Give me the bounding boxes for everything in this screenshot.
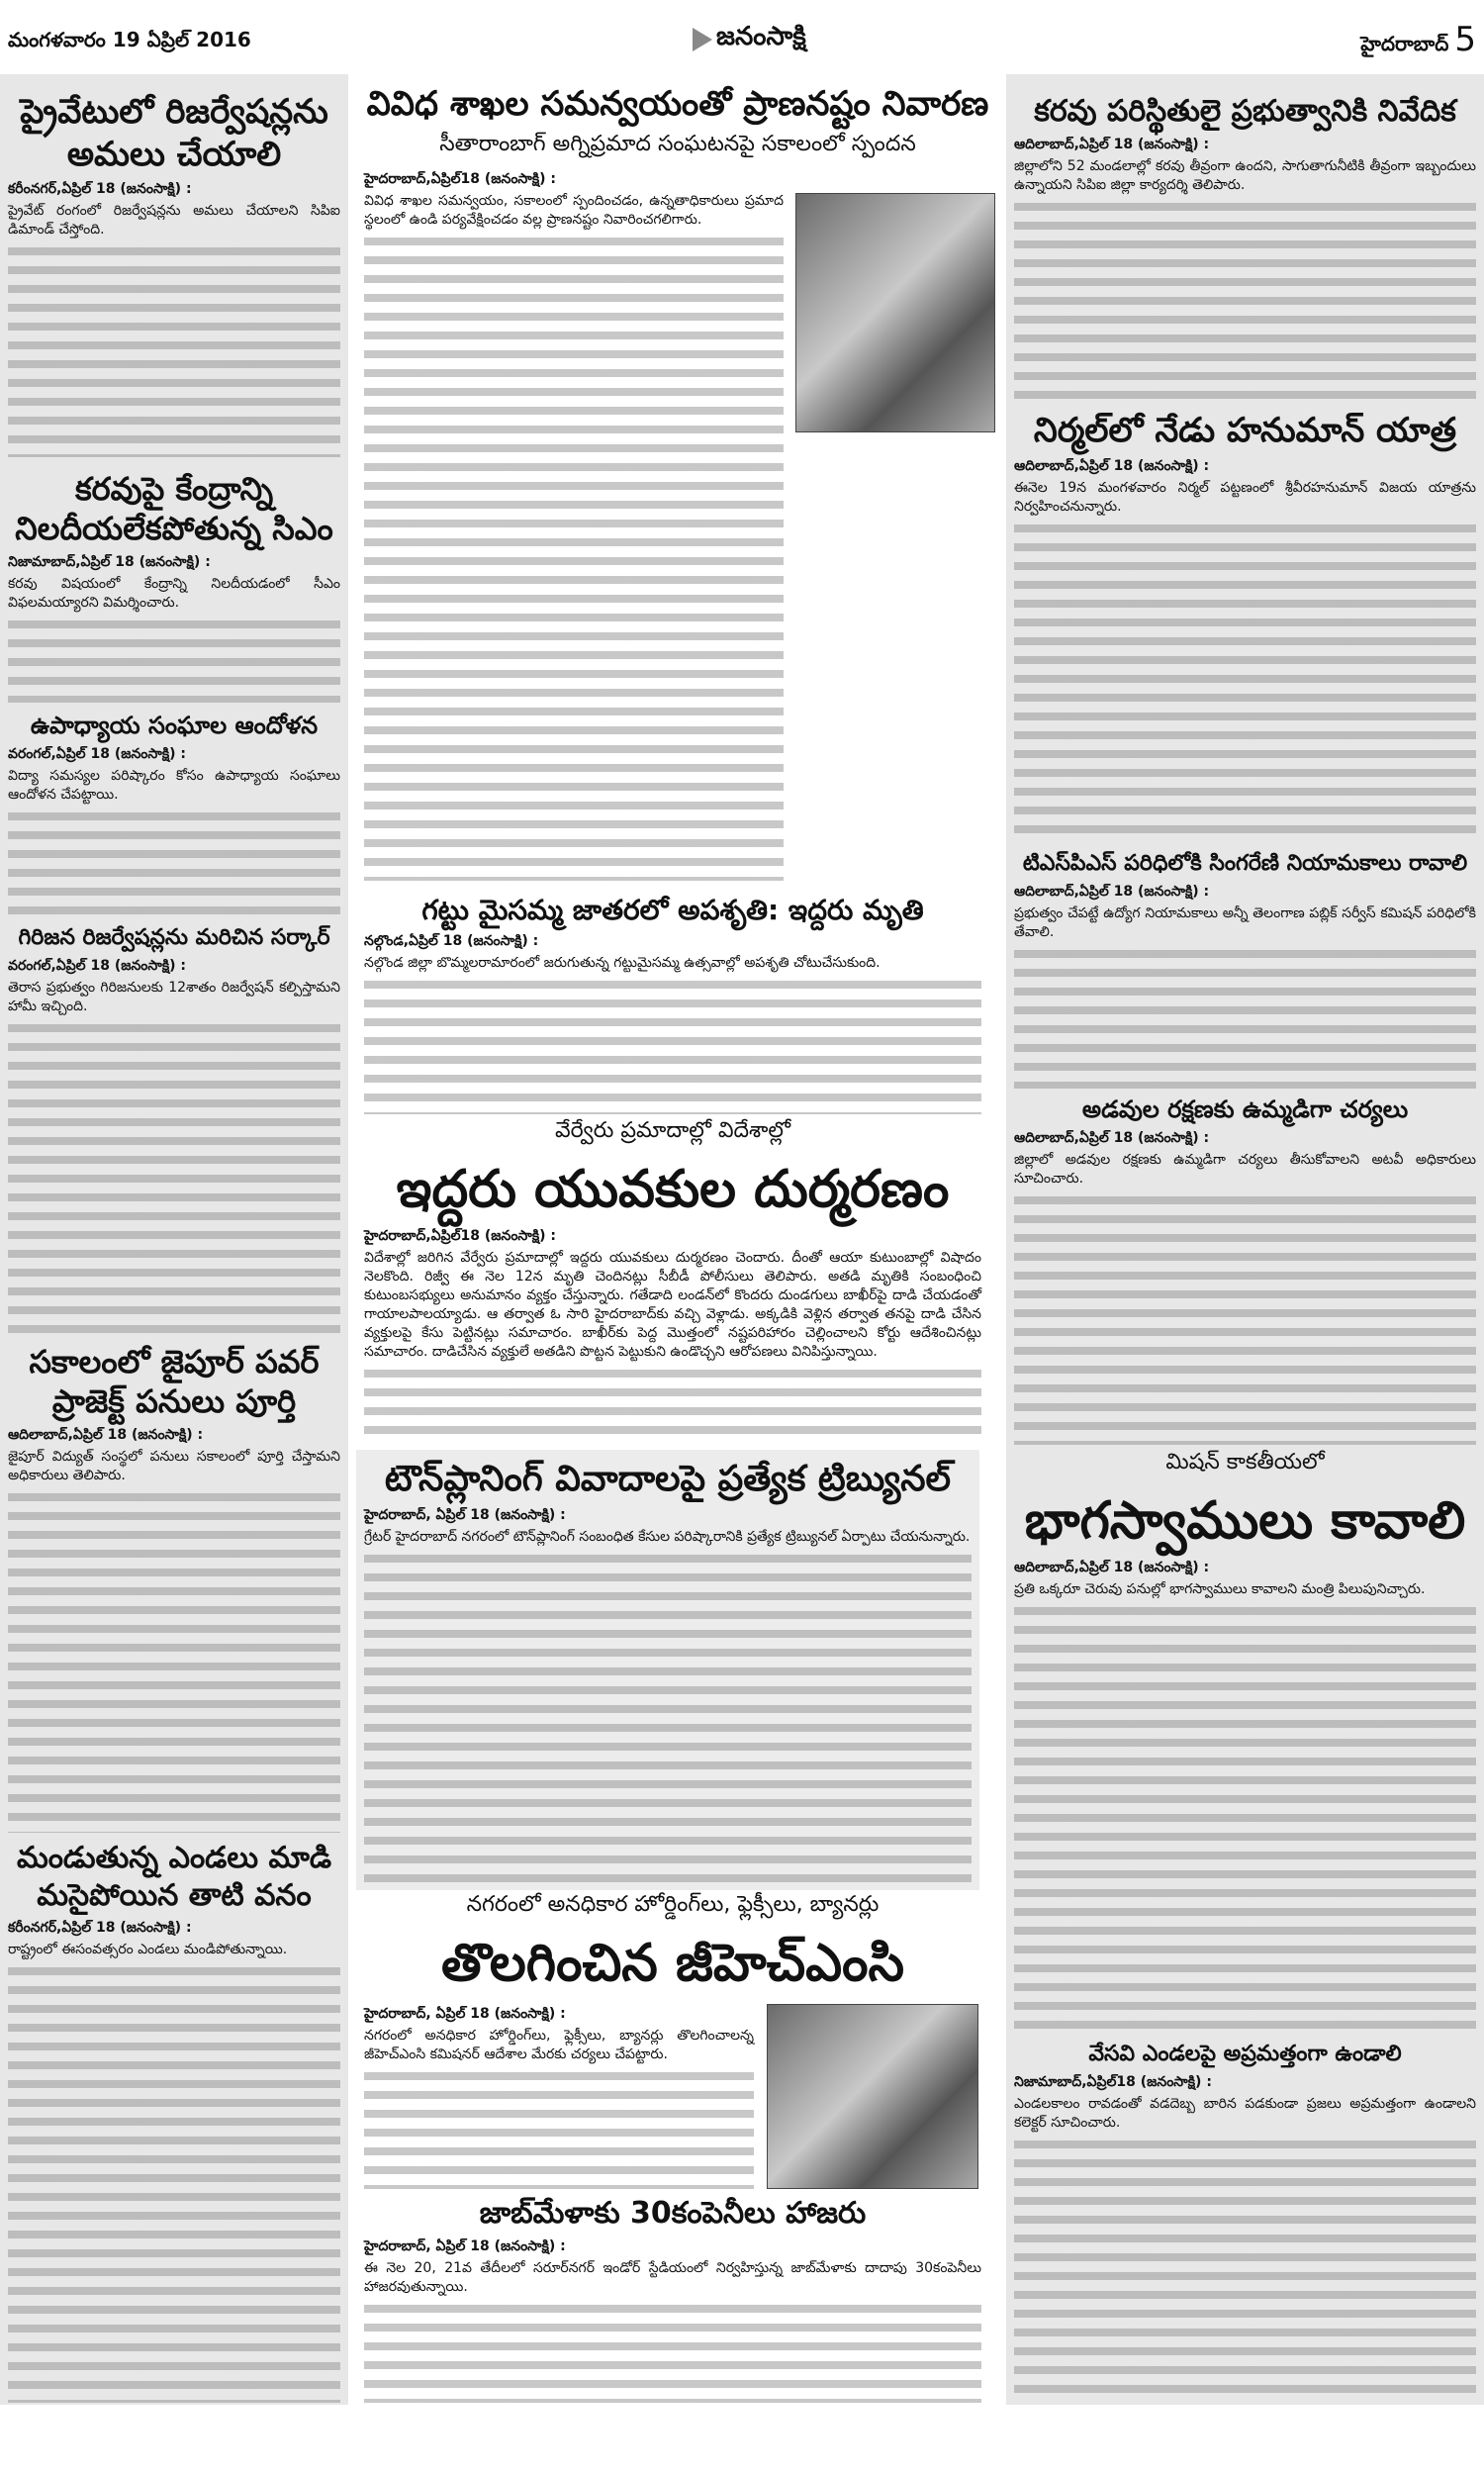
article-body: వివిధ శాఖల సమన్వయం, సకాలంలో స్పందించడం, ఉన్నతాధికారులు ప్రమాద స్థలంలో ఉండి పర్యవేక్షించడం వల్ల ప్రాణనష్టం నివారించగలిగారు. [364,193,784,228]
headline: తొలగించిన జీహెచ్ఎంసి [440,1934,904,1993]
headline: గట్టు మైసమ్మ జాతరలో అపశృతి: ఇద్దరు మృతి [421,894,924,926]
article-body: గ్రేటర్ హైదరాబాద్ నగరంలో టౌన్‌ప్లానింగ్ సంబంధిత కేసుల పరిష్కారానికి ప్రత్యేక ట్రిబ్యునల్ ఏర్పాటు చేయనున్నారు. [364,1529,971,1545]
fire-accident-photo [795,193,995,432]
article-body-continued [1014,519,1476,842]
article-body-continued [364,2299,981,2404]
article-r3 [1006,846,1484,1089]
article-c4 [356,1453,979,1888]
article-l1 [0,87,348,457]
headline: ఉపాధ్యాయ సంఘాల ఆందోళన [30,712,319,739]
article-body: రాష్ట్రంలో ఈసంవత్సరం ఎండలు మండిపోతున్నాయి. [8,1942,288,1957]
dateline: హైదరాబాద్,ఏప్రిల్18 (జనంసాక్షి) : [364,1228,557,1244]
edition-info [1360,20,1476,60]
article-body: ప్రభుత్వం చేపట్టే ఉద్యోగ నియామకాలు అన్నీ తెలంగాణ పబ్లిక్ సర్వీస్ కమిషన్ పరిధిలోకి తేవాలి. [1014,904,1476,940]
headline: ఇద్దరు యువకుల దుర్మరణం [396,1160,950,1219]
article-header-c5 [356,1892,989,2002]
headline: టిఎస్‌పిఎస్ పరిధిలోకి సింగరేణి నియామకాలు రావాలి [1022,851,1468,876]
paper-logo [693,22,806,57]
article-body: ప్రైవేట్ రంగంలో రిజర్వేషన్లను అమలు చేయాలని సిపిఐ డిమాండ్ చేస్తోంది. [8,203,340,238]
article-body-continued [1014,1601,1476,2034]
article-body-continued [8,1487,340,1833]
article-body: నల్గొండ జిల్లా బొమ్మలరామారంలో జరుగుతున్న గట్టుమైసమ్మ ఉత్సవాల్లో అపశృతి చోటుచేసుకుంది. [364,955,881,971]
article-l2 [0,465,348,703]
dateline: వరంగల్,ఏప్రిల్ 18 (జనంసాక్షి) : [8,957,186,974]
article-l6 [0,1836,348,2403]
headline: మండుతున్న ఎండలు మాడి మసైపోయిన తాటి వనం [16,1841,332,1913]
headline: వేసవి ఎండలపై అప్రమత్తంగా ఉండాలి [1088,2042,1402,2066]
subheadline: మిషన్ కాకతీయలో [1165,1450,1325,1475]
dateline: ఆదిలాబాద్,ఏప్రిల్ 18 (జనంసాక్షి) : [1014,457,1210,474]
subheadline: వేర్వేరు ప్రమాదాల్లో విదేశాల్లో [554,1118,791,1143]
article-r2 [1006,406,1484,841]
article-l5 [0,1338,348,1833]
article-body-continued [364,1364,981,1445]
article-r1 [1006,89,1484,402]
article-c3 [356,1118,989,1445]
masthead [0,20,1484,59]
page-number: 5 [1454,20,1476,59]
article-body-continued [364,1549,972,1888]
dateline: కరీంనగర్,ఏప్రిల్ 18 (జనంసాక్షి) : [8,1920,192,1936]
article-body: నగరంలో అనధికార హోర్డింగ్‌లు, ఫ్లెక్సీలు, బ్యానర్లు తొలగించాలన్న జీహెచ్‌ఎంసి కమిషనర్ ఆదేశాల మేరకు చర్యలు చేపట్టారు. [364,2028,754,2062]
dateline: ఆదిలాబాద్,ఏప్రిల్ 18 (జనంసాక్షి) : [1014,883,1210,900]
headline: జాబ్‌మేళాకు 30కంపెనీలు హాజరు [479,2196,867,2231]
article-body: కరవు విషయంలో కేంద్రాన్ని నిలదీయడంలో సీఎం విఫలమయ్యారని విమర్శించారు. [8,576,340,611]
dateline: వరంగల్,ఏప్రిల్ 18 (జనంసాక్షి) : [8,746,186,762]
dateline: నిజామాబాద్,ఏప్రిల్ 18 (జనంసాక్షి) : [8,554,211,570]
dateline: హైదరాబాద్, ఏప్రిల్ 18 (జనంసాక్షి) : [364,2237,566,2254]
dateline: నిజామాబాద్,ఏప్రిల్18 (జనంసాక్షి) : [1014,2073,1212,2090]
article-body-continued [8,1961,340,2403]
logo-mark-icon [693,28,712,51]
article-body: ప్రతి ఒక్కరూ చెరువు పనుల్లో భాగస్వాములు కావాలని మంత్రి పిలుపునిచ్చారు. [1014,1581,1426,1597]
article-body-continued [8,241,340,457]
headline: టౌన్‌ప్లానింగ్ వివాదాలపై ప్రత్యేక ట్రిబ్యునల్ [384,1459,952,1499]
article-body: జైపూర్ విద్యుత్ సంస్థలో పనులు సకాలంలో పూర్తి చేస్తామని అధికారులు తెలిపారు. [8,1449,340,1483]
article-c5 [356,2006,762,2189]
article-r6 [1006,2037,1484,2403]
article-body-continued [1014,197,1476,403]
article-c1 [356,171,791,881]
article-body-continued [8,807,340,916]
article-body: ఎండలకాలం రావడంతో వడదెబ్బ బారిన పడకుండా ప్రజలు అప్రమత్తంగా ఉండాలని కలెక్టర్ సూచించారు. [1014,2095,1476,2131]
dateline: ఆదిలాబాద్,ఏప్రిల్ 18 (జనంసాక్షి) : [1014,1560,1210,1575]
dateline: హైదరాబాద్, ఏప్రిల్ 18 (జనంసాక్షి) : [364,2006,566,2022]
headline: ప్రైవేటులో రిజర్వేషన్లను అమలు చేయాలి [20,92,328,174]
article-body-continued [8,615,340,703]
article-body: ఈ నెల 20, 21వ తేదీలలో సరూర్‌నగర్ ఇండోర్ స్టేడియంలో నిర్వహిస్తున్న జాబ్‌మేళాకు దాదాపు 30కంపెనీలు హాజరవుతున్నాయి. [364,2259,981,2295]
article-body: తెరాస ప్రభుత్వం గిరిజనులకు 12శాతం రిజర్వేషన్ కల్పిస్తామని హామీ ఇచ్చింది. [8,979,340,1014]
dateline: నల్గొండ,ఏప్రిల్ 18 (జనంసాక్షి) : [364,933,539,949]
article-body-continued [364,975,981,1114]
hoardings-removal-photo [767,2004,978,2189]
headline: కరవు పరిస్థితులై ప్రభుత్వానికి నివేదిక [1034,94,1456,129]
dateline: కరీంనగర్,ఏప్రిల్ 18 (జనంసాక్షి) : [8,181,192,197]
article-c2 [356,889,989,1114]
headline: వివిధ శాఖల సమన్వయంతో ప్రాణనష్టం నివారణ [366,84,989,124]
headline: కరవుపై కేంద్రాన్ని నిలదీయలేకపోతున్న సిఎం [15,470,333,547]
article-body-continued [1014,1190,1476,1445]
subheadline: నగరంలో అనధికార హోర్డింగ్‌లు, ఫ్లెక్సీలు, బ్యానర్లు [466,1892,880,1917]
headline: అడవుల రక్షణకు ఉమ్మడిగా చర్యలు [1081,1095,1409,1123]
headline: నిర్మల్‌లో నేడు హనుమాన్ యాత్ర [1033,411,1457,450]
dateline: ఆదిలాబాద్,ఏప్రిల్ 18 (జనంసాక్షి) : [8,1427,204,1443]
article-body: విదేశాల్లో జరిగిన వేర్వేరు ప్రమాదాల్లో ఇద్దరు యువకులు దుర్మరణం చెందారు. దీంతో ఆయా కుటుంబాల్లో విషాదం నెలకొంది. రిజ్వీ ఈ నెల 12న మృతి చెందినట్లు సీబీడీ పోలీసులు తెలిపారు. అతడి మృతికి సంబంధించి కుటుంబసభ్యులు అనుమానం వ్యక్తం చేస్తున్నారు. గతేడాది లండన్‌లో కొందరు దుండగులు బాఖీర్‌పై దాడి చేయడంతో గాయాలపాలయ్యాడు. ఆ తర్వాత ఓ సారి హైదరాబాద్‌కు వచ్చి వెళ్లాడు. అక్కడికి వెళ్లిన తర్వాత తనపై దాడి చేసిన వ్యక్తులపై కేసు పెట్టినట్లు సమాచారం. బాఖీర్‌కు పెద్ద మొత్తంలో నష్టపరిహారం చెల్లించాలని కోర్టు ఆదేశించినట్లు సమాచారం. దాడిచేసిన వ్యక్తులే అతడిని పొట్టన పెట్టుకుని ఉండొచ్చని ఆరోపణలు వినిపిస్తున్నాయి. [364,1250,981,1360]
dateline: ఆదిలాబాద్,ఏప్రిల్ 18 (జనంసాక్షి) : [1014,1130,1210,1146]
subheadline: సీతారాంబాగ్ అగ్నిప్రమాద సంఘటనపై సకాలంలో స్పందన [439,131,916,156]
article-body: ఈనెల 19న మంగళవారం నిర్మల్ పట్టణంలో శ్రీవీరహనుమాన్ విజయ యాత్రను నిర్వహించనున్నారు. [1014,479,1476,515]
article-header-c1 [356,79,999,167]
article-body: విద్యా సమస్యల పరిష్కారం కోసం ఉపాధ్యాయ సంఘాలు ఆందోళన చేపట్టాయి. [8,768,340,803]
article-body: జిల్లాలోని 52 మండలాల్లో కరవు తీవ్రంగా ఉందని, సాగుతాగునీటికి తీవ్రంగా ఇబ్బందులు ఉన్నాయని సిపిఐ జిల్లా కార్యదర్శి తెలిపారు. [1014,157,1476,193]
article-body-continued [1014,944,1476,1090]
headline: గిరిజన రిజర్వేషన్లను మరిచిన సర్కార్ [18,925,330,950]
edition-name: హైదరాబాద్ [1360,32,1449,55]
article-r5 [1006,1450,1484,2034]
article-body-continued [364,232,784,881]
article-l4 [0,920,348,1336]
article-body-continued [1014,2135,1476,2404]
paper-name: జనంసాక్షి [716,22,806,51]
dateline: హైదరాబాద్,ఏప్రిల్18 (జనంసాక్షి) : [364,171,557,187]
article-body: జిల్లాలో అడవుల రక్షణకు ఉమ్మడిగా చర్యలు తీసుకోవాలని అటవీ అధికారులు సూచించారు. [1014,1152,1476,1187]
article-c6 [356,2191,989,2403]
article-l3 [0,707,348,916]
article-r4 [1006,1091,1484,1445]
headline: సకాలంలో జైపూర్ పవర్ ప్రాజెక్ట్ పనులు పూర్తి [29,1343,320,1420]
article-body-continued [8,1018,340,1337]
dateline: ఆదిలాబాద్,ఏప్రిల్ 18 (జనంసాక్షి) : [1014,136,1210,152]
article-body-continued [364,2066,754,2189]
headline: భాగస్వాములు కావాలి [1024,1491,1466,1551]
dateline: హైదరాబాద్, ఏప్రిల్ 18 (జనంసాక్షి) : [364,1507,566,1523]
issue-date: మంగళవారం 19 ఏప్రిల్ 2016 [8,28,251,51]
